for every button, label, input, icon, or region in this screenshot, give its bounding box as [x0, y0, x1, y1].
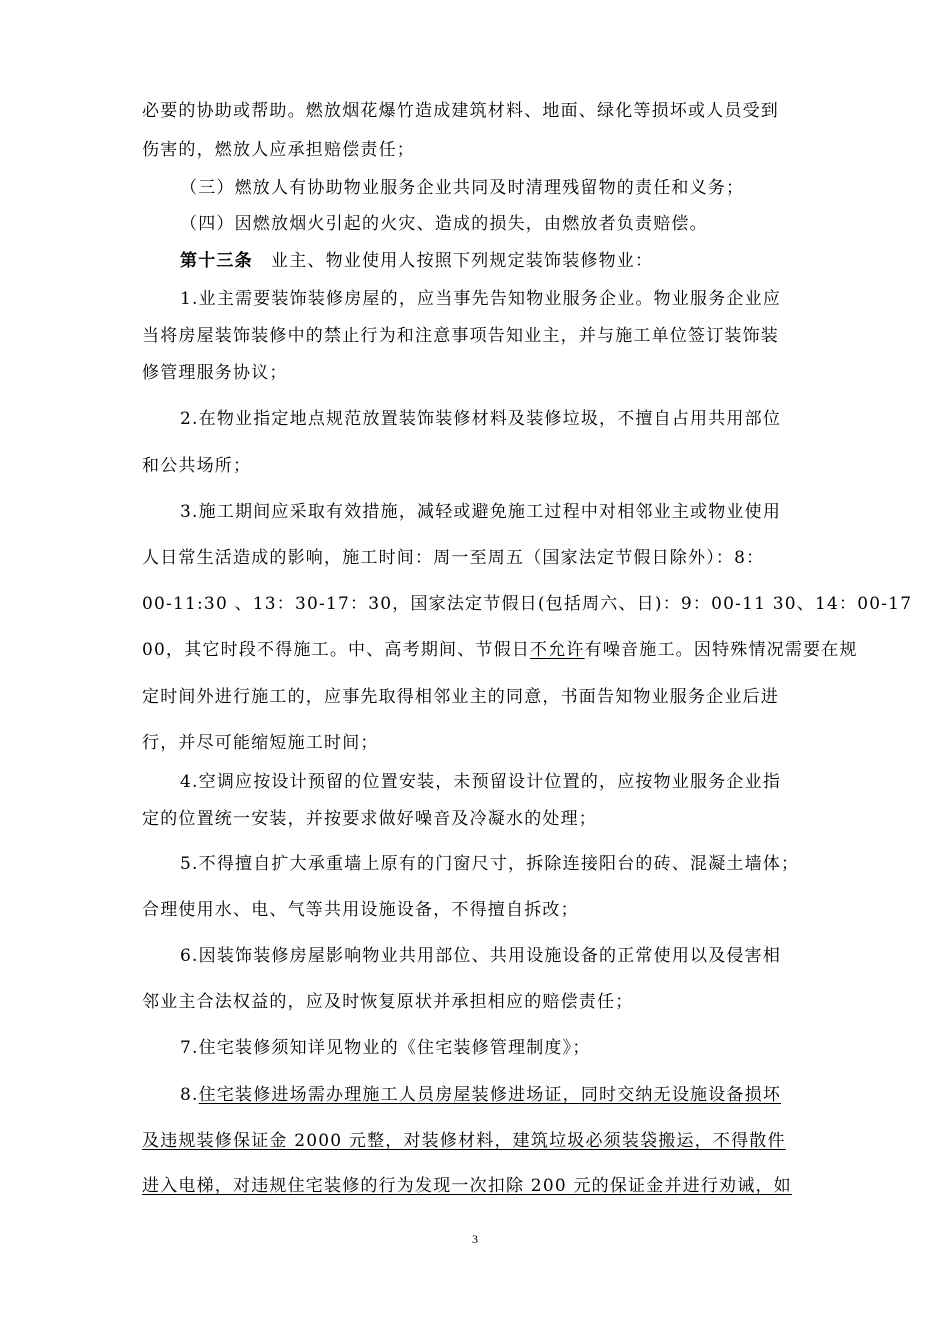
paragraph-line: 合理使用水、电、气等共用设施设备，不得擅自拆改；: [142, 900, 579, 920]
page-number: 3: [472, 1232, 478, 1246]
paragraph-line: [142, 638, 858, 662]
paragraph-line: （三）燃放人有协助物业服务企业共同及时清理残留物的责任和义务；: [180, 178, 745, 198]
article-number: 第十三条: [180, 251, 253, 271]
paragraph-line: 5.不得擅自扩大承重墙上原有的门窗尺寸，拆除连接阳台的砖、混凝土墙体；: [180, 854, 800, 874]
paragraph-line: 行，并尽可能缩短施工时间；: [142, 733, 379, 753]
article-text: 业主、物业使用人按照下列规定装饰装修物业：: [252, 251, 654, 271]
paragraph-line: 当将房屋装饰装修中的禁止行为和注意事项告知业主，并与施工单位签订装饰装: [142, 326, 779, 346]
paragraph-line: 修管理服务协议；: [142, 363, 288, 383]
paragraph-line: 伤害的，燃放人应承担赔偿责任；: [142, 140, 415, 160]
article-heading-line: [180, 249, 808, 273]
paragraph-line: 必要的协助或帮助。燃放烟花爆竹造成建筑材料、地面、绿化等损坏或人员受到: [142, 101, 779, 121]
underlined-line: 及违规装修保证金 2000 元整，对装修材料，建筑垃圾必须装袋搬运，不得散件: [142, 1131, 786, 1151]
paragraph-line: 7.住宅装修须知详见物业的《住宅装修管理制度》；: [180, 1038, 591, 1058]
underlined-line: 进入电梯，对违规住宅装修的行为发现一次扣除 200 元的保证金并进行劝诫，如: [142, 1176, 792, 1196]
paragraph-line: [180, 1083, 808, 1107]
paragraph-line: 人日常生活造成的影响，施工时间：周一至周五（国家法定节假日除外）：8：: [142, 548, 765, 568]
item-number: 8.: [180, 1085, 199, 1105]
paragraph-line: 定时间外进行施工的，应事先取得相邻业主的同意，书面告知物业服务企业后进: [142, 687, 779, 707]
paragraph-line: 邻业主合法权益的，应及时恢复原状并承担相应的赔偿责任；: [142, 992, 634, 1012]
paragraph-line: 4.空调应按设计预留的位置安装，未预留设计位置的，应按物业服务企业指: [180, 772, 782, 792]
paragraph-line: 00-11:30 、13：30-17：30，国家法定节假日(包括周六、日)：9：00-11 30、14：00-17: [142, 594, 913, 614]
paragraph-line: 3.施工期间应采取有效措施，减轻或避免施工过程中对相邻业主或物业使用: [180, 502, 782, 522]
paragraph-line: （四）因燃放烟火引起的火灾、造成的损失，由燃放者负责赔偿。: [180, 214, 708, 234]
paragraph-line: 和公共场所；: [142, 456, 252, 476]
underlined-text: 住宅装修进场需办理施工人员房屋装修进场证，同时交纳无设施设备损坏: [198, 1085, 782, 1105]
paragraph-line: 1.业主需要装饰装修房屋的，应当事先告知物业服务企业。物业服务企业应: [180, 289, 782, 309]
underlined-text: 不允许: [530, 640, 585, 660]
line-segment: 有噪音施工。因特殊情况需要在规: [584, 640, 858, 660]
paragraph-line: 2.在物业指定地点规范放置装饰装修材料及装修垃圾，不擅自占用共用部位: [180, 409, 782, 429]
line-segment: 00，其它时段不得施工。中、高考期间、节假日: [142, 640, 531, 660]
paragraph-line: 定的位置统一安装，并按要求做好噪音及冷凝水的处理；: [142, 809, 597, 829]
paragraph-line: 6.因装饰装修房屋影响物业共用部位、共用设施设备的正常使用以及侵害相: [180, 946, 782, 966]
